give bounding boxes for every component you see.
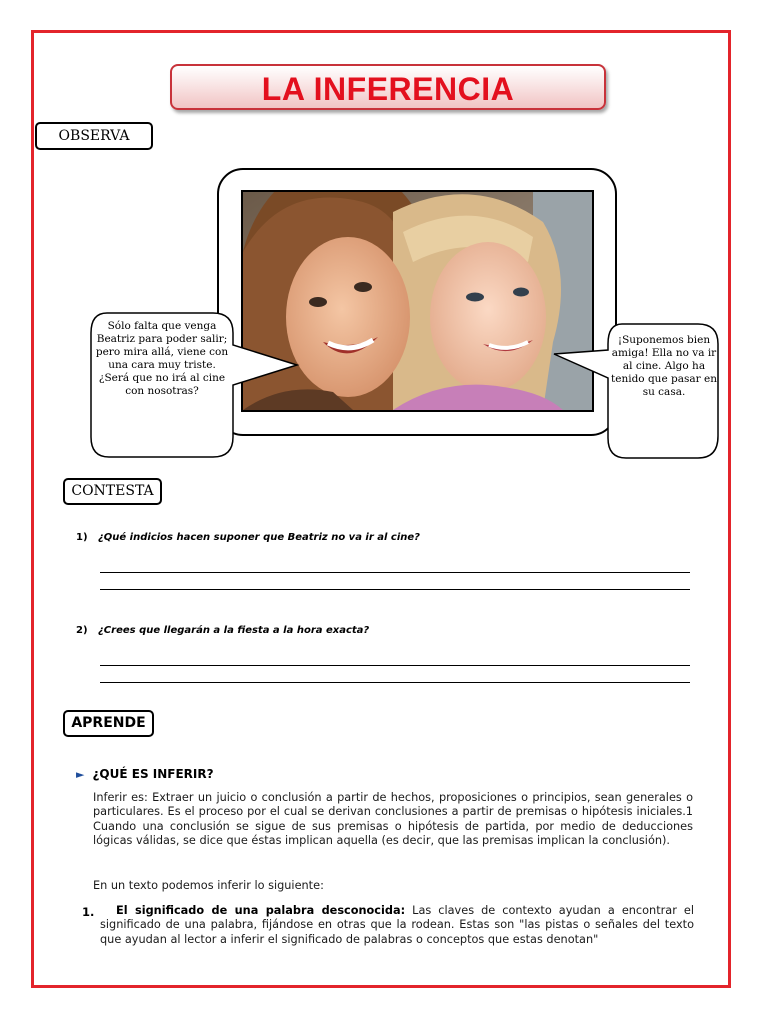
title-banner (170, 64, 606, 110)
right-bubble-line: tenido que pasar en (611, 373, 717, 385)
item-title: El significado de una palabra desconocida: (116, 904, 406, 917)
question-text: ¿Crees que llegarán a la fiesta a la hora exacta? (98, 625, 370, 636)
right-bubble-line: su casa. (642, 386, 686, 398)
item-number: 1. (82, 905, 95, 919)
left-bubble-text (92, 320, 232, 398)
answer-line[interactable] (100, 589, 690, 590)
question-number: 1) (76, 532, 88, 543)
arrow-bullet-icon: ► (76, 768, 85, 781)
item-body: Las claves de contexto ayudan a encontrar el significado de una palabra, fijándose en otras que la rodean. Estas son "las pistas o señales del texto que ayudan al lector a inferir el significado de palabras o conceptos que estas denotan" (100, 904, 694, 946)
right-bubble-line: ¡Suponemos bien (617, 334, 711, 346)
question-number: 2) (76, 625, 88, 636)
answer-line[interactable] (100, 572, 690, 573)
item-1 (100, 904, 694, 947)
left-bubble-line: ¿Será que no irá al cine (98, 372, 226, 384)
answer-line[interactable] (100, 682, 690, 683)
intro-paragraph: En un texto podemos inferir lo siguiente: (93, 879, 324, 892)
right-bubble-line: al cine. Algo ha (622, 360, 706, 372)
observa-tag (35, 122, 153, 150)
section-heading-text: ¿QUÉ ES INFERIR? (92, 767, 214, 781)
contesta-tag (63, 478, 162, 505)
contesta-label: CONTESTA (71, 483, 154, 499)
left-bubble-line: Sólo falta que venga (107, 320, 217, 332)
question-1 (76, 532, 420, 543)
left-bubble-line: con nosotras? (125, 385, 199, 397)
right-bubble-text (610, 334, 718, 399)
aprende-tag (63, 710, 154, 737)
page-title: LA INFERENCIA (261, 71, 515, 107)
left-bubble-line: una cara muy triste. (108, 359, 216, 371)
section-heading (76, 767, 214, 781)
left-bubble-line: pero mira allá, viene con (95, 346, 229, 358)
answer-line[interactable] (100, 665, 690, 666)
aprende-label: APRENDE (71, 715, 146, 731)
definition-paragraph: Inferir es: Extraer un juicio o conclusión a partir de hechos, proposiciones o principios, sean generales o particulares. Es el proceso por el cual se derivan conclusiones a partir de premisas o hipótesis iniciales.1 Cuando una conclusión se sigue de sus premisas o hipótesis de partida, por medio de deducciones lógicas válidas, se dice que éstas implican aquella (es decir, que las premisas implican la conclusión). (93, 791, 693, 848)
observa-label: OBSERVA (58, 128, 130, 144)
right-bubble-line: amiga! Ella no va ir (611, 347, 717, 359)
question-text: ¿Qué indicios hacen suponer que Beatriz no va ir al cine? (98, 532, 420, 543)
left-bubble-line: Beatriz para poder salir; (96, 333, 228, 345)
question-2 (76, 625, 369, 636)
